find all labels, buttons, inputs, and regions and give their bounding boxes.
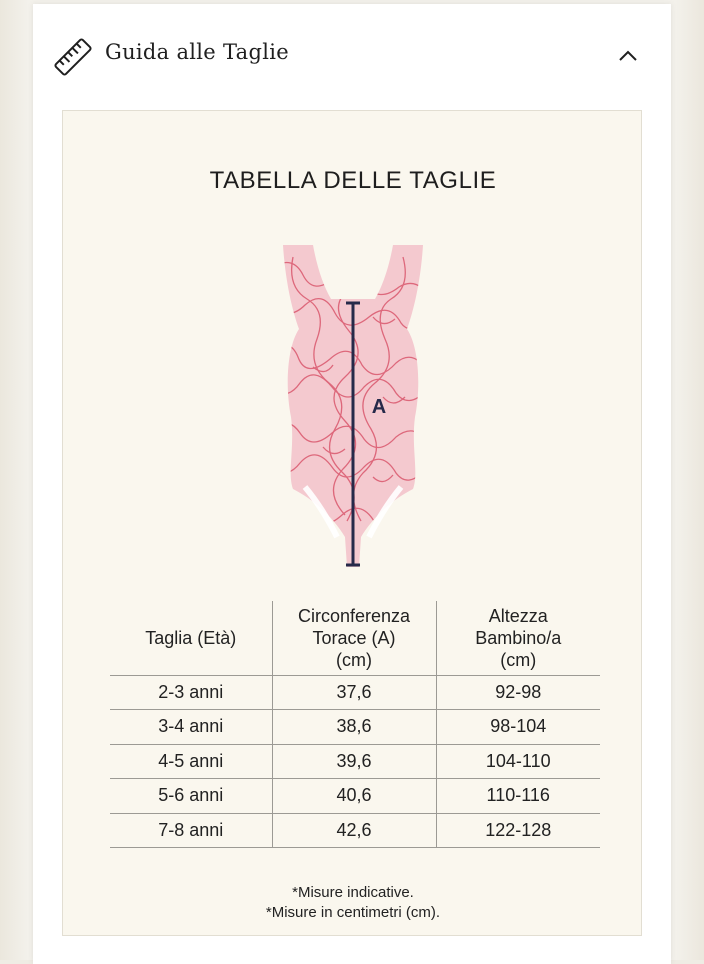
size-chart-title: TABELLA DELLE TAGLIE: [209, 167, 497, 194]
size-guide-card: [33, 4, 671, 964]
column-header-height: Altezza Bambino/a (cm): [436, 601, 600, 675]
height-cell: 98-104: [436, 710, 600, 745]
size-chart-panel: [62, 110, 642, 936]
table-row: [110, 710, 600, 745]
table-row: [110, 813, 600, 848]
chevron-up-icon[interactable]: [617, 48, 639, 64]
column-header-size: Taglia (Età): [110, 601, 272, 675]
chest-cell: 38,6: [272, 710, 436, 745]
height-cell: 110-116: [436, 779, 600, 814]
height-cell: 104-110: [436, 744, 600, 779]
table-header-row: [110, 601, 600, 675]
size-guide-accordion-header[interactable]: [33, 4, 671, 108]
chest-cell: 40,6: [272, 779, 436, 814]
accordion-title: Guida alle Taglie: [105, 40, 290, 64]
size-cell: 4-5 anni: [110, 744, 272, 779]
chest-cell: 42,6: [272, 813, 436, 848]
table-row: [110, 675, 600, 710]
note-indicative: *Misure indicative.: [292, 884, 414, 901]
size-cell: 7-8 anni: [110, 813, 272, 848]
size-notes: [63, 883, 643, 923]
ruler-icon: [53, 37, 93, 77]
measure-label-a: A: [371, 396, 387, 418]
table-row: [110, 779, 600, 814]
size-table: [110, 601, 600, 848]
note-units: *Misure in centimetri (cm).: [265, 904, 441, 921]
swimsuit-illustration: [253, 237, 453, 577]
column-header-chest: Circonferenza Torace (A) (cm): [272, 601, 436, 675]
table-row: [110, 744, 600, 779]
height-cell: 92-98: [436, 675, 600, 710]
chest-cell: 39,6: [272, 744, 436, 779]
size-cell: 2-3 anni: [110, 675, 272, 710]
size-cell: 3-4 anni: [110, 710, 272, 745]
size-cell: 5-6 anni: [110, 779, 272, 814]
chest-cell: 37,6: [272, 675, 436, 710]
height-cell: 122-128: [436, 813, 600, 848]
